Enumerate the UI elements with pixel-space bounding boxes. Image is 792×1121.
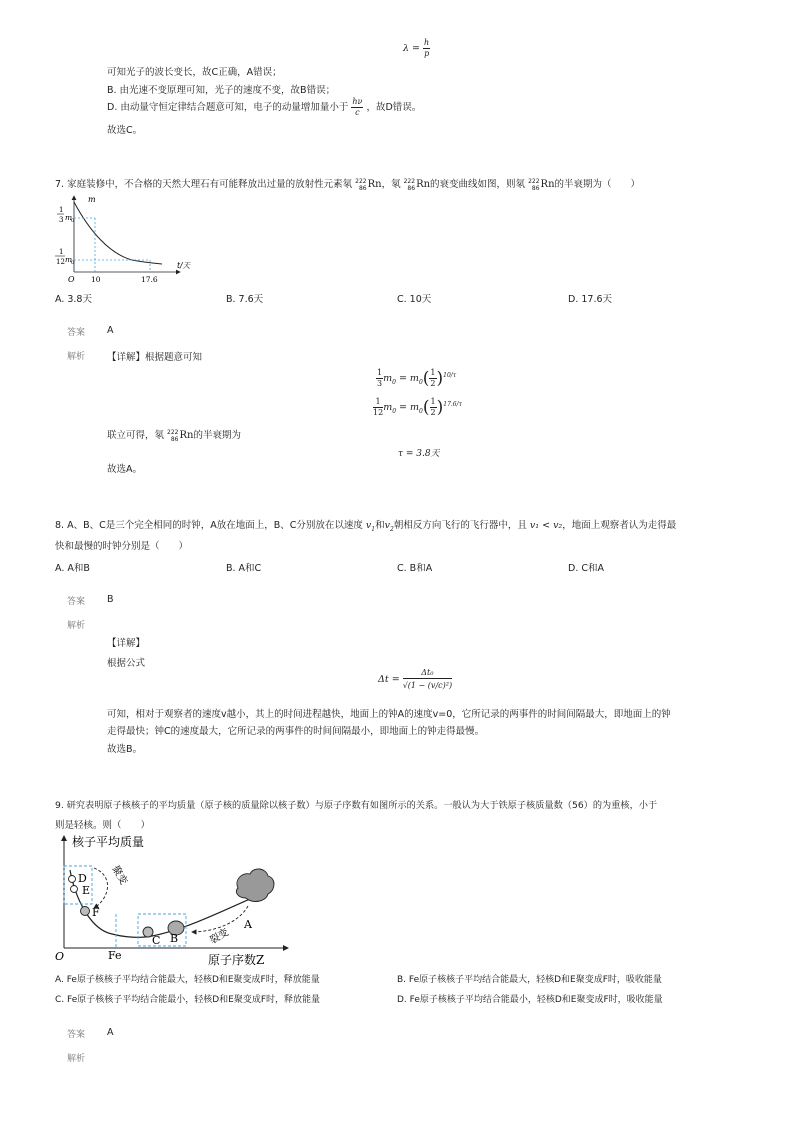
nucleus-f	[81, 907, 90, 916]
q8-stem-post: ，地面上观察者认为走得最	[562, 520, 677, 531]
q8-detail: 【详解】	[107, 638, 146, 649]
decay-curve	[74, 202, 162, 264]
q7-option-a[interactable]: A. 3.8天	[55, 294, 92, 305]
x-tick-10: 10	[91, 275, 101, 284]
nuclide-notation	[167, 429, 178, 443]
q8-option-b[interactable]: B. A和C	[226, 563, 262, 574]
q8-stem-line2: 快和最慢的时钟分别是（ ）	[55, 541, 189, 552]
q7-stem	[55, 176, 640, 192]
eq2-lhs-num: 1	[373, 397, 383, 408]
top-line-4: 故选C。	[107, 125, 143, 136]
q7-joint-post: 的半衰期为	[193, 430, 241, 441]
lambda-equation	[403, 38, 430, 59]
atomic-number: 86	[531, 184, 540, 192]
q8-stem-pre: 8. A、B、C是三个完全相同的时钟，A放在地面上，B、C分别放在以速度	[55, 520, 363, 531]
q9-answer: A	[107, 1027, 114, 1038]
q9-option-d[interactable]: D. Fe原子核核子平均结合能最小，轻核D和E聚变成F时，吸收能量	[397, 995, 663, 1005]
mass-number: 222	[355, 177, 367, 185]
fission-label: 裂变	[208, 927, 231, 947]
element-symbol: Rn	[416, 179, 431, 190]
q8-answer: B	[107, 594, 114, 605]
label-c: C	[152, 934, 161, 947]
y-top-num: 1	[59, 206, 64, 214]
y-top-den: 3	[59, 216, 64, 224]
eq2-lhs-den: 12	[373, 408, 384, 417]
eq1-exponent: 10/τ	[443, 371, 457, 379]
q8-explanation-2: 走得最快；钟C的速度最大，它所记录的两事件的时间间隔最小，即地面上的钟走得最慢。	[107, 726, 485, 737]
x-axis-label: 原子序数Z	[208, 953, 265, 967]
q9-stem-line1: 9. 研究表明原子核核子的平均质量（原子核的质量除以核子数）与原子序数有如图所示的关系。一般认为大于铁原子核质量数（56）的为重核，小于	[55, 800, 658, 811]
q9-answer-label: 答案	[67, 1030, 86, 1040]
q8-explanation-1: 可知，相对于观察者的速度v越小，其上的时间进程越快，地面上的钟A的速度v=0，它所记录的两事件的时间间隔最大，即地面上的钟	[107, 709, 671, 720]
q9-option-c[interactable]: C. Fe原子核核子平均结合能最小，轻核D和E聚变成F时，释放能量	[55, 995, 321, 1005]
nucleus-a	[236, 869, 274, 902]
top-line-1: 可知光子的波长变长，故C正确，A错误；	[107, 67, 282, 78]
fission-arrow	[192, 906, 248, 932]
q7-tau: τ = 3.8天	[398, 449, 440, 459]
x-axis-label: t/天	[177, 261, 190, 270]
formula-den: √(1 − (v/c)²)	[402, 681, 453, 690]
q8-formula	[378, 668, 452, 691]
q8-option-c[interactable]: C. B和A	[397, 563, 433, 574]
element-symbol: Rn	[367, 179, 382, 190]
q7-answer-label: 答案	[67, 328, 86, 338]
origin-label: O	[68, 275, 75, 284]
v2-letter: v	[384, 520, 391, 531]
label-e: E	[82, 884, 91, 897]
q7-option-c[interactable]: C. 10天	[397, 294, 432, 305]
q9-analysis-label: 解析	[67, 1054, 86, 1064]
top-line-3	[107, 97, 421, 118]
eq1-half: $\frac{1}{2}$	[430, 368, 436, 388]
q8-option-d[interactable]: D. C和A	[568, 563, 604, 574]
fusion-arrow	[94, 868, 108, 908]
label-b: B	[170, 932, 179, 945]
atomic-number: 86	[358, 184, 367, 192]
fe-label: Fe	[108, 949, 122, 962]
q7-choose: 故选A。	[107, 464, 142, 475]
and-word: 和	[375, 520, 385, 531]
q8-formula-intro: 根据公式	[107, 658, 146, 669]
nucleus-e	[71, 886, 78, 893]
lambda-den: p	[424, 49, 430, 58]
label-f: F	[92, 906, 100, 919]
q9-option-b[interactable]: B. Fe原子核核子平均结合能最大，轻核D和E聚变成F时，吸收能量	[397, 975, 662, 985]
lambda-fraction	[423, 38, 430, 59]
nuclear-mass-graph	[52, 832, 292, 967]
element-symbol: Rn	[540, 179, 555, 190]
q7-stem-mid2: 的衰变曲线如图，则氡	[430, 179, 526, 190]
eq1-lhs-den: 3	[377, 379, 383, 388]
q9-stem-line2: 则是轻核。则（ ）	[55, 820, 151, 831]
atomic-number: 86	[407, 184, 416, 192]
v1-sub: 1	[371, 525, 376, 533]
mass-number: 222	[403, 177, 416, 185]
formula-fraction	[403, 668, 452, 691]
v1-letter: v	[365, 520, 372, 531]
mass-number: 222	[167, 428, 179, 436]
y-bot-m0: m	[65, 255, 73, 264]
q7-option-d[interactable]: D. 17.6天	[568, 294, 613, 305]
label-d: D	[78, 872, 87, 885]
q7-equation-1: $\frac{1}{3}$ $m_0 = m_0$( $\frac{1}{2}$ )$^{10/\tau}$	[377, 368, 457, 389]
lambda-num: h	[424, 38, 430, 47]
v1-symbol	[366, 520, 375, 531]
fusion-label: 聚变	[109, 864, 129, 887]
q8-stem-mid: 朝相反方向飞行的飞行器中，且	[393, 520, 527, 531]
origin-label: O	[55, 950, 65, 963]
q8-inequality: v₁ < v₂	[529, 520, 563, 531]
y-bot-den: 12	[56, 258, 65, 266]
eq2-half: $\frac{1}{2}$	[430, 397, 436, 417]
q8-stem-line1	[55, 517, 676, 533]
hv-over-c	[351, 97, 363, 118]
formula-lhs: Δt =	[378, 674, 400, 685]
hv-num: hν	[352, 97, 363, 106]
nuclide-notation	[528, 178, 539, 192]
element-symbol: Rn	[179, 430, 194, 441]
q7-option-b[interactable]: B. 7.6天	[226, 294, 264, 305]
q7-detail: 【详解】根据题意可知	[107, 352, 203, 363]
nuclide-notation	[355, 178, 366, 192]
formula-num: Δt₀	[403, 668, 452, 679]
q7-stem-pre: 7. 家庭装修中，不合格的天然大理石有可能释放出过量的放射性元素氡	[55, 179, 353, 190]
q8-answer-label: 答案	[67, 597, 86, 607]
y-top-m0-sub: 0	[71, 218, 75, 224]
y-top-m0: m	[65, 213, 73, 222]
atomic-number: 86	[170, 435, 179, 443]
lambda-lhs: λ =	[403, 43, 421, 54]
top-line-3-post: ，故D错误。	[366, 102, 422, 113]
q8-analysis-label: 解析	[67, 621, 86, 631]
top-line-3-pre: D. 由动量守恒定律结合题意可知，电子的动量增加量小于	[107, 102, 349, 113]
q8-choose: 故选B。	[107, 744, 143, 755]
eq1-lhs-num: 1	[377, 368, 383, 377]
mass-number: 222	[528, 177, 540, 185]
y-bot-m0-sub: 0	[71, 260, 75, 266]
q7-equation-2: $\frac{1}{12}$ $m_0 = m_0$( $\frac{1}{2}$ )$^{17.6/\tau}$	[373, 397, 462, 418]
x-tick-17-6: 17.6	[141, 275, 158, 284]
decay-graph	[50, 192, 200, 288]
v2-symbol	[385, 520, 394, 531]
q7-stem-mid: ，氡	[381, 179, 401, 190]
y-axis-label: 核子平均质量	[72, 835, 145, 849]
q8-option-a[interactable]: A. A和B	[55, 563, 90, 574]
q7-answer: A	[107, 325, 114, 336]
v2-sub: 2	[390, 525, 394, 533]
top-line-2: B. 由光速不变原理可知，光子的速度不变，故B错误；	[107, 85, 336, 96]
q7-joint-pre: 联立可得，氡	[107, 430, 165, 441]
q7-stem-post: 的半衰期为（ ）	[554, 179, 641, 190]
eq2-exponent: 17.6/τ	[443, 400, 462, 408]
nucleus-d	[69, 876, 76, 883]
q9-option-a[interactable]: A. Fe原子核核子平均结合能最大，轻核D和E聚变成F时，释放能量	[55, 975, 320, 985]
q7-joint	[107, 427, 241, 443]
q7-analysis-label: 解析	[67, 352, 86, 362]
y-bot-num: 1	[59, 248, 64, 256]
hv-den: c	[355, 108, 360, 117]
nuclide-notation	[404, 178, 415, 192]
y-axis-label: m	[88, 195, 96, 204]
label-a: A	[244, 918, 252, 931]
eq2-lhs-frac	[373, 397, 383, 418]
